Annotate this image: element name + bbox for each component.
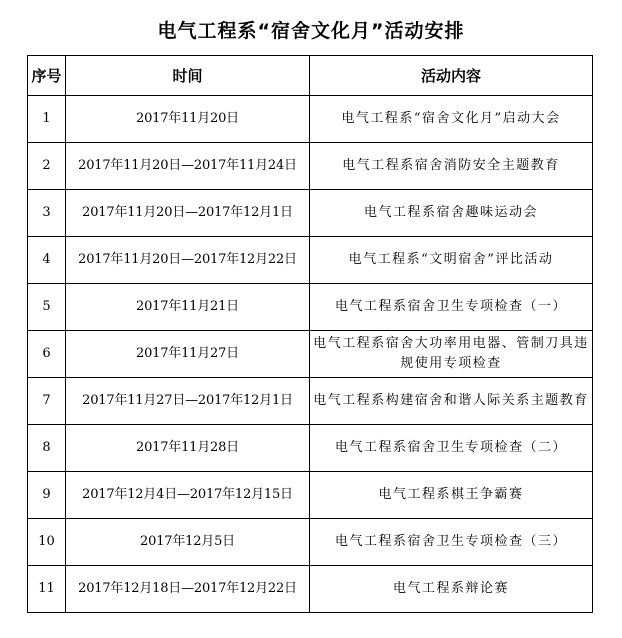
row-num: 7 <box>28 378 66 425</box>
row-activity: 电气工程系辩论赛 <box>310 566 593 613</box>
row-time: 2017年11月20日—2017年12月1日 <box>66 190 310 237</box>
table-row <box>28 284 593 331</box>
table-row <box>28 519 593 566</box>
table-row <box>28 96 593 143</box>
row-activity: 电气工程系宿舍卫生专项检查（一） <box>310 284 593 331</box>
table-header-row <box>28 56 593 96</box>
row-time: 2017年11月20日 <box>66 96 310 143</box>
header-activity: 活动内容 <box>310 56 593 96</box>
row-time: 2017年11月28日 <box>66 425 310 472</box>
row-num: 9 <box>28 472 66 519</box>
row-time: 2017年12月4日—2017年12月15日 <box>66 472 310 519</box>
row-activity: 电气工程系“文明宿舍”评比活动 <box>310 237 593 284</box>
table-row <box>28 143 593 190</box>
row-num: 6 <box>28 331 66 378</box>
row-activity: 电气工程系宿舍趣味运动会 <box>310 190 593 237</box>
row-num: 8 <box>28 425 66 472</box>
table-row <box>28 425 593 472</box>
row-time: 2017年12月5日 <box>66 519 310 566</box>
row-num: 10 <box>28 519 66 566</box>
table-row <box>28 378 593 425</box>
row-time: 2017年11月27日—2017年12月1日 <box>66 378 310 425</box>
row-time: 2017年11月21日 <box>66 284 310 331</box>
schedule-table <box>27 55 593 613</box>
row-activity: 电气工程系宿舍大功率用电器、管制刀具违规使用专项检查 <box>310 331 593 378</box>
row-activity: 电气工程系宿舍消防安全主题教育 <box>310 143 593 190</box>
table-row <box>28 237 593 284</box>
row-time: 2017年12月18日—2017年12月22日 <box>66 566 310 613</box>
row-activity: 电气工程系宿舍卫生专项检查（三） <box>310 519 593 566</box>
table-row <box>28 190 593 237</box>
row-num: 4 <box>28 237 66 284</box>
row-num: 11 <box>28 566 66 613</box>
row-num: 3 <box>28 190 66 237</box>
row-num: 5 <box>28 284 66 331</box>
row-time: 2017年11月27日 <box>66 331 310 378</box>
table-row <box>28 472 593 519</box>
row-activity: 电气工程系“宿舍文化月”启动大会 <box>310 96 593 143</box>
table-row <box>28 566 593 613</box>
row-time: 2017年11月20日—2017年11月24日 <box>66 143 310 190</box>
row-num: 2 <box>28 143 66 190</box>
row-activity: 电气工程系构建宿舍和谐人际关系主题教育 <box>310 378 593 425</box>
header-time: 时间 <box>66 56 310 96</box>
row-activity: 电气工程系宿舍卫生专项检查（二） <box>310 425 593 472</box>
row-time: 2017年11月20日—2017年12月22日 <box>66 237 310 284</box>
row-activity: 电气工程系棋王争霸赛 <box>310 472 593 519</box>
header-num: 序号 <box>28 56 66 96</box>
row-num: 1 <box>28 96 66 143</box>
page-title: 电气工程系“宿舍文化月”活动安排 <box>157 20 465 42</box>
table-row <box>28 331 593 378</box>
